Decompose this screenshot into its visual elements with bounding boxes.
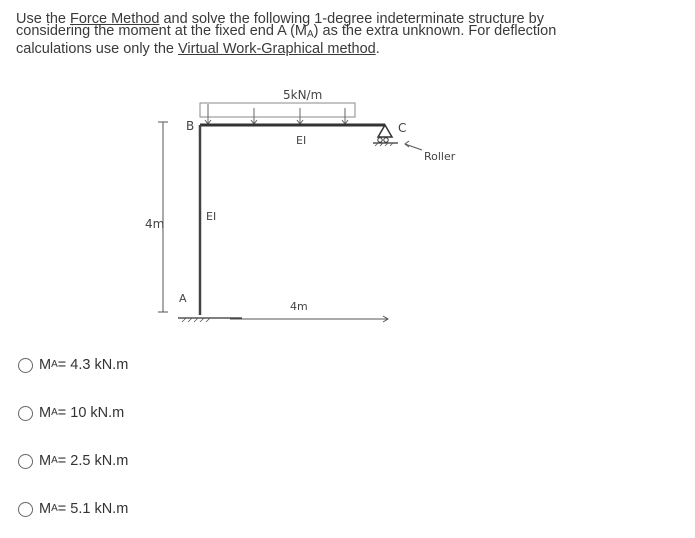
question-text-segment: calculations use only the [16, 41, 179, 57]
subscript-a: A [306, 29, 314, 40]
radio-button-3[interactable] [18, 454, 33, 469]
option-1-prefix: M [39, 357, 52, 373]
height-label: 4m [145, 217, 165, 231]
node-a-label: A [179, 292, 187, 305]
virtual-work-link[interactable]: Virtual Work-Graphical method [178, 41, 376, 57]
span-label: 4m [290, 300, 308, 313]
node-c-label: C [398, 121, 407, 135]
column-ei-label: EI [206, 210, 217, 223]
span-dimension [230, 316, 388, 322]
option-2-prefix: M [39, 405, 52, 421]
option-2[interactable]: M A = 10 kN.m [18, 405, 124, 421]
option-1-text: = 4.3 kN.m [57, 357, 129, 373]
question-text-segment: and solve the following 1-degree indeterminate structure by [159, 11, 544, 27]
roller-label: Roller [424, 150, 456, 163]
option-3-prefix: M [39, 453, 52, 469]
option-4[interactable]: M A = 5.1 kN.m [18, 501, 128, 517]
option-4-text: = 5.1 kN.m [57, 501, 129, 517]
option-3-text: = 2.5 kN.m [57, 453, 129, 469]
radio-button-2[interactable] [18, 406, 33, 421]
question-line-3 [16, 42, 656, 57]
load-outline [200, 103, 355, 117]
load-arrows [205, 104, 348, 124]
question-text-segment: . [375, 41, 380, 57]
question-text [16, 12, 656, 57]
question-line-2 [16, 24, 656, 39]
question-text-segment: ) as the extra unknown. For deflection [313, 23, 557, 39]
roller-pointer-arrow [405, 141, 422, 150]
option-1[interactable]: M A = 4.3 kN.m [18, 357, 128, 373]
option-4-prefix: M [39, 501, 52, 517]
option-3[interactable]: M A = 2.5 kN.m [18, 453, 128, 469]
question-text-segment: Use the [16, 11, 70, 27]
question-text-segment: considering the moment at the fixed end A (M [16, 23, 307, 39]
force-method-link[interactable]: Force Method [70, 11, 160, 27]
radio-button-1[interactable] [18, 358, 33, 373]
structure-diagram [130, 80, 490, 340]
load-label: 5kN/m [283, 88, 323, 102]
radio-button-4[interactable] [18, 502, 33, 517]
node-b-label: B [186, 119, 195, 133]
option-2-text: = 10 kN.m [57, 405, 125, 421]
frame-drawing [130, 80, 490, 340]
beam-ei-label: EI [296, 134, 307, 147]
roller-support [373, 125, 398, 146]
